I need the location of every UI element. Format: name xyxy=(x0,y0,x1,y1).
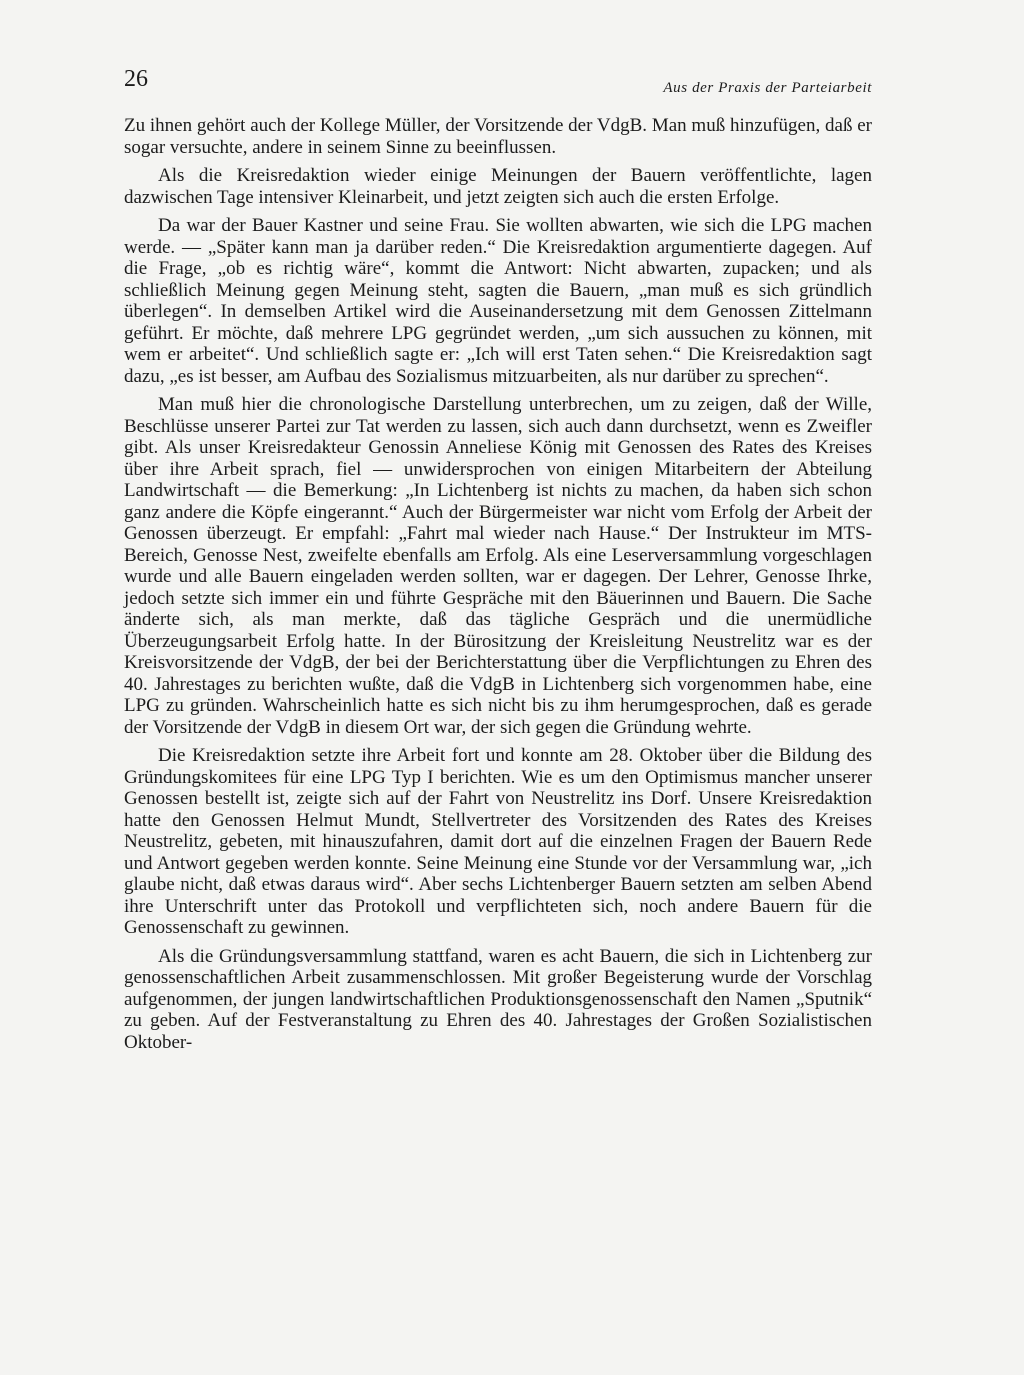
paragraph: Man muß hier die chronologische Darstellung unterbrechen, um zu zeigen, daß der Wille, Beschlüsse unserer Partei zur Tat werden zu lassen, sich auch dann durchsetzt, wenn es Zweifler gibt. Als unser Kreisredakteur Genossin Anneliese König mit Genossen des Rates des Kreises über ihre Arbeit sprach, fiel — unwidersprochen von einigen Mitarbeitern der Abteilung Landwirtschaft — die Bemerkung: „In Lichtenberg ist nichts zu machen, da haben sich schon ganz andere die Köpfe eingerannt.“ Auch der Bürgermeister war nicht vom Erfolg der Arbeit der Genossen überzeugt. Er empfahl: „Fahrt mal wieder nach Hause.“ Der Instrukteur im MTS-Bereich, Genosse Nest, zweifelte ebenfalls am Erfolg. Als eine Leserversammlung vorgeschlagen wurde und alle Bauern eingeladen werden sollten, war er dagegen. Der Lehrer, Genosse Ihrke, jedoch setzte sich immer ein und führte Gespräche mit den Bäuerinnen und Bauern. Die Sache änderte sich, als man merkte, daß das tägliche Gespräch und die unermüdliche Überzeugungsarbeit Erfolg hatte. In der Bürositzung der Kreisleitung Neustrelitz war es der Kreisvorsitzende der VdgB, der bei der Berichterstattung über die Verpflichtungen zu Ehren des 40. Jahrestages zu berichten wußte, daß die VdgB in Lichtenberg sich vorgenommen habe, eine LPG zu gründen. Wahrscheinlich hatte es sich nicht bis zu ihm herumgesprochen, daß es gerade der Vorsitzende der VdgB in diesem Ort war, der sich gegen die Gründung wehrte. xyxy=(124,394,872,738)
paragraph: Als die Kreisredaktion wieder einige Meinungen der Bauern veröffentlichte, lagen dazwischen Tage intensiver Kleinarbeit, und jetzt zeigten sich auch die ersten Erfolge. xyxy=(124,165,872,208)
paragraph: Zu ihnen gehört auch der Kollege Müller, der Vorsitzende der VdgB. Man muß hinzufügen, daß er sogar versuchte, andere in seinem Sinne zu beeinflussen. xyxy=(124,115,872,158)
running-title: Aus der Praxis der Parteiarbeit xyxy=(663,80,872,96)
paragraph: Da war der Bauer Kastner und seine Frau. Sie wollten abwarten, wie sich die LPG machen werde. — „Später kann man ja darüber reden.“ Die Kreisredaktion argumentierte dagegen. Auf die Frage, „ob es richtig wäre“, kommt die Antwort: Nicht abwarten, zupacken; und als schließlich Meinung gegen Meinung steht, sagten die Bauern, „man muß es sich gründlich überlegen“. In demselben Artikel wird die Auseinandersetzung mit dem Genossen Zittelmann geführt. Er möchte, daß mehrere LPG gegründet werden, „um sich aussuchen zu können, mit wem er arbeitet“. Und schließlich sagte er: „Ich will erst Taten sehen.“ Die Kreisredaktion sagt dazu, „es ist besser, am Aufbau des Sozialismus mitzuarbeiten, als nur darüber zu sprechen“. xyxy=(124,215,872,387)
page-number: 26 xyxy=(124,66,148,92)
body-text xyxy=(124,115,872,1060)
paragraph: Als die Gründungsversammlung stattfand, waren es acht Bauern, die sich in Lichtenberg zur genossenschaftlichen Arbeit zusammenschlossen. Mit großer Begeisterung wurde der Vorschlag aufgenommen, der jungen landwirtschaftlichen Produktionsgenossenschaft den Namen „Sputnik“ zu geben. Auf der Festveranstaltung zu Ehren des 40. Jahrestages der Großen Sozialistischen Oktober- xyxy=(124,945,872,1053)
paragraph: Die Kreisredaktion setzte ihre Arbeit fort und konnte am 28. Oktober über die Bildung des Gründungskomitees für eine LPG Typ I berichten. Wie es um den Optimismus mancher unserer Genossen bestellt ist, zeigte sich auf der Fahrt von Neustrelitz ins Dorf. Unsere Kreisredaktion hatte den Genossen Helmut Mundt, Stellvertreter des Vorsitzenden des Rates des Kreises Neustrelitz, gebeten, mit hinauszufahren, damit dort auf die einzelnen Fragen der Bauern Rede und Antwort gegeben werden konnte. Seine Meinung eine Stunde vor der Versammlung war, „ich glaube nicht, daß etwas daraus wird“. Aber sechs Lichtenberger Bauern setzten am selben Abend ihre Unterschrift unter das Protokoll und verpflichteten sich, noch andere Bauern für die Genossenschaft zu gewinnen. xyxy=(124,745,872,938)
